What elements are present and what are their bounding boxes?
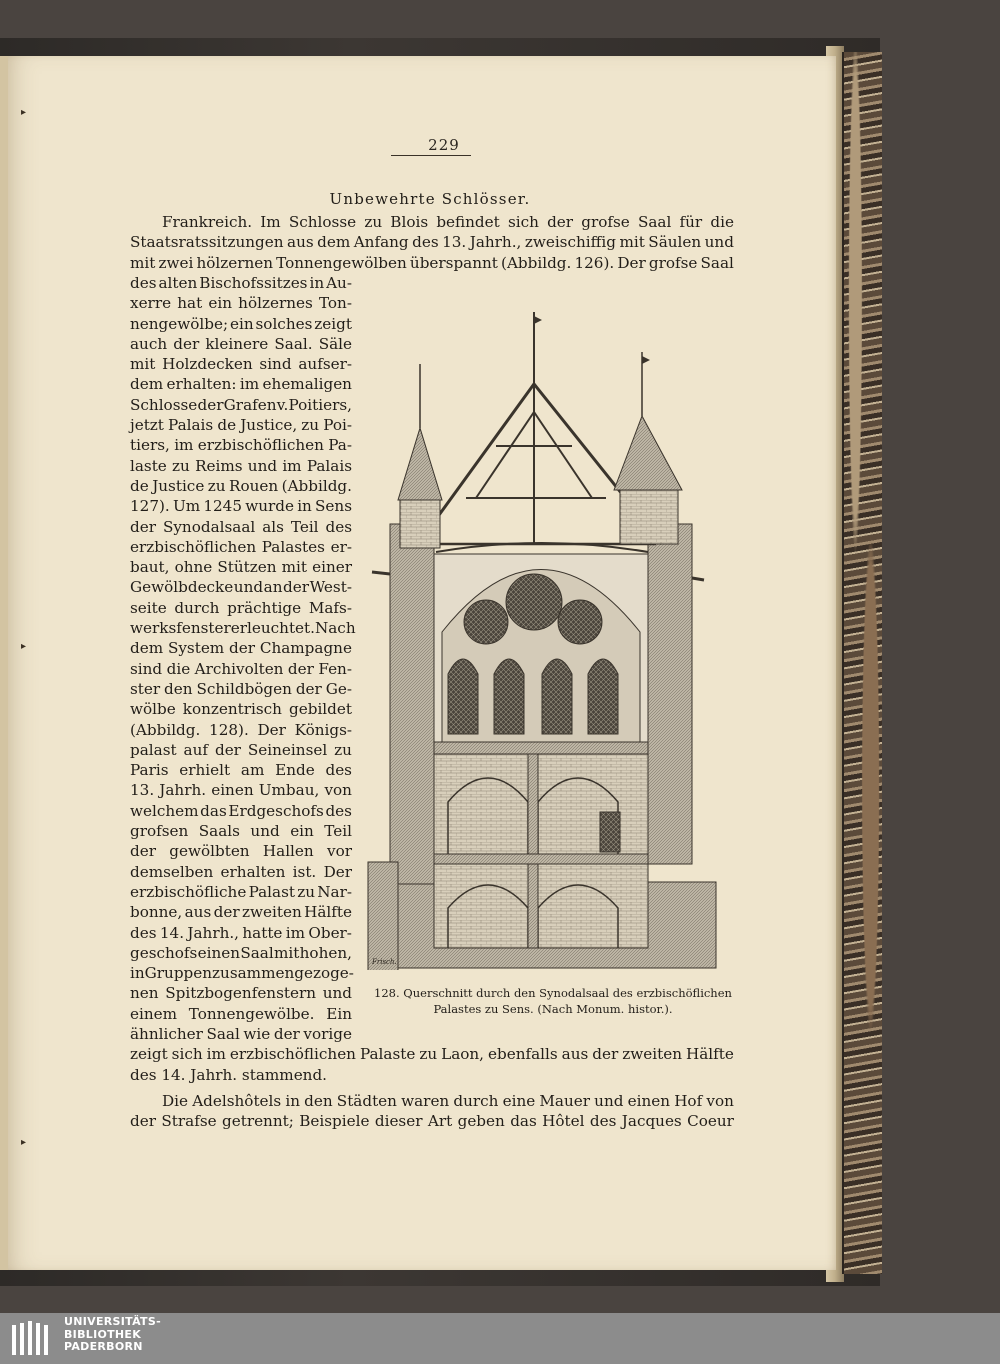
- text-line: Die Adelshôtels in den Städten waren durch eine Mauer und einen Hof von: [162, 1091, 734, 1110]
- synodal-hall-cross-section-figure: [366, 302, 718, 970]
- library-name-line: BIBLIOTHEK: [64, 1327, 142, 1341]
- text-line: in Gruppen zusammengezoge-: [130, 964, 354, 983]
- text-line: erzbischöfliche Palast zu Nar-: [130, 882, 352, 901]
- text-line: palast auf der Seineinsel zu: [130, 740, 352, 759]
- figure-caption: [368, 985, 738, 1017]
- margin-mark-icon: ▸: [21, 1137, 27, 1148]
- marbled-cover-edge: [842, 52, 882, 1274]
- text-line: sind die Archivolten der Fen-: [130, 659, 352, 678]
- text-line: 13. Jahrh. einen Umbau, von: [130, 781, 352, 800]
- text-line: Staatsratssitzungen aus dem Anfang des 13. Jahrh., zweischiffig mit Säulen und: [130, 233, 734, 252]
- text-line: jetzt Palais de Justice, zu Poi-: [130, 416, 352, 434]
- text-line: einem Tonnengewölbe. Ein: [130, 1004, 352, 1023]
- text-line: demselben erhalten ist. Der: [130, 862, 352, 881]
- margin-mark-icon: ▸: [21, 641, 27, 652]
- figure-caption-line: 128. Querschnitt durch den Synodalsaal des erzbischöflichen: [374, 986, 732, 1000]
- text-line: laste zu Reims und im Palais: [130, 456, 352, 475]
- library-name-line: UNIVERSITÄTS-: [64, 1315, 161, 1328]
- text-line: mit Holzdecken sind aufser-: [130, 355, 352, 374]
- page-number-rule: [391, 155, 471, 156]
- text-line: Schlosse der Grafen v. Poitiers,: [130, 395, 352, 414]
- text-line: dem erhalten: im ehemaligen: [130, 375, 352, 394]
- text-line: nen Spitzbogenfenstern und: [130, 984, 352, 1003]
- text-line: des 14. Jahrh., hatte im Ober-: [130, 923, 352, 942]
- text-line: nengewölbe; ein solches zeigt: [130, 314, 352, 333]
- text-line: geschofs einen Saal mit hohen,: [130, 943, 352, 962]
- text-line: Gewölbdecke und an der West-: [130, 578, 352, 597]
- text-line: mit zwei hölzernen Tonnengewölben überspannt (Abbildg. 126). Der grofse Saal: [130, 253, 734, 272]
- text-line: grofsen Saals und ein Teil: [130, 822, 352, 840]
- text-line: des 14. Jahrh. stammend.: [130, 1065, 328, 1084]
- text-line: tiers, im erzbischöflichen Pa-: [130, 436, 352, 455]
- text-line: der gewölbten Hallen vor: [130, 842, 352, 861]
- page-number: 229: [428, 136, 460, 154]
- text-line: ähnlicher Saal wie der vorige: [130, 1025, 352, 1043]
- text-line: ster den Schildbögen der Ge-: [130, 679, 352, 698]
- library-name: [64, 1316, 164, 1354]
- text-line: der Strafse getrennt; Beispiele dieser Art geben das Hôtel des Jacques Coeur: [130, 1112, 734, 1131]
- library-logo-icon: [10, 1319, 54, 1359]
- text-line: werksfenster erleuchtet. Nach: [130, 619, 356, 637]
- text-line: dem System der Champagne: [130, 639, 352, 658]
- text-line: auch der kleinere Saal. Säle: [130, 334, 352, 353]
- figure-caption-line: Palastes zu Sens. (Nach Monum. histor.).: [433, 1002, 673, 1016]
- library-name-line: PADERBORN: [64, 1340, 143, 1353]
- text-line: baut, ohne Stützen mit einer: [130, 558, 352, 577]
- text-line: de Justice zu Rouen (Abbildg.: [130, 476, 352, 495]
- page-gutter: [0, 56, 8, 1270]
- text-line: 127). Um 1245 wurde in Sens: [130, 497, 352, 516]
- text-line: Frankreich. Im Schlosse zu Blois befindet sich der grofse Saal für die: [162, 213, 734, 231]
- text-line: seite durch prächtige Mafs-: [130, 598, 352, 617]
- text-line: (Abbildg. 128). Der Königs-: [130, 720, 352, 739]
- figure-signature: Frisch.: [372, 958, 397, 966]
- text-line: bonne, aus der zweiten Hälfte: [130, 903, 352, 922]
- library-footer: [0, 1313, 1000, 1364]
- text-line: wölbe konzentrisch gebildet: [130, 700, 352, 719]
- text-line: xerre hat ein hölzernes Ton-: [130, 294, 352, 313]
- text-line: zeigt sich im erzbischöflichen Palaste zu Laon, ebenfalls aus der zweiten Hälfte: [130, 1045, 734, 1064]
- text-line: welchem das Erdgeschofs des: [130, 801, 352, 820]
- section-title: Unbewehrte Schlösser.: [329, 190, 531, 208]
- margin-mark-icon: ▸: [21, 107, 27, 118]
- text-line: Paris erhielt am Ende des: [130, 761, 352, 780]
- text-line: erzbischöflichen Palastes er-: [130, 537, 352, 556]
- text-line: des alten Bischofssitzes in Au-: [130, 273, 352, 292]
- text-line: der Synodalsaal als Teil des: [130, 517, 352, 536]
